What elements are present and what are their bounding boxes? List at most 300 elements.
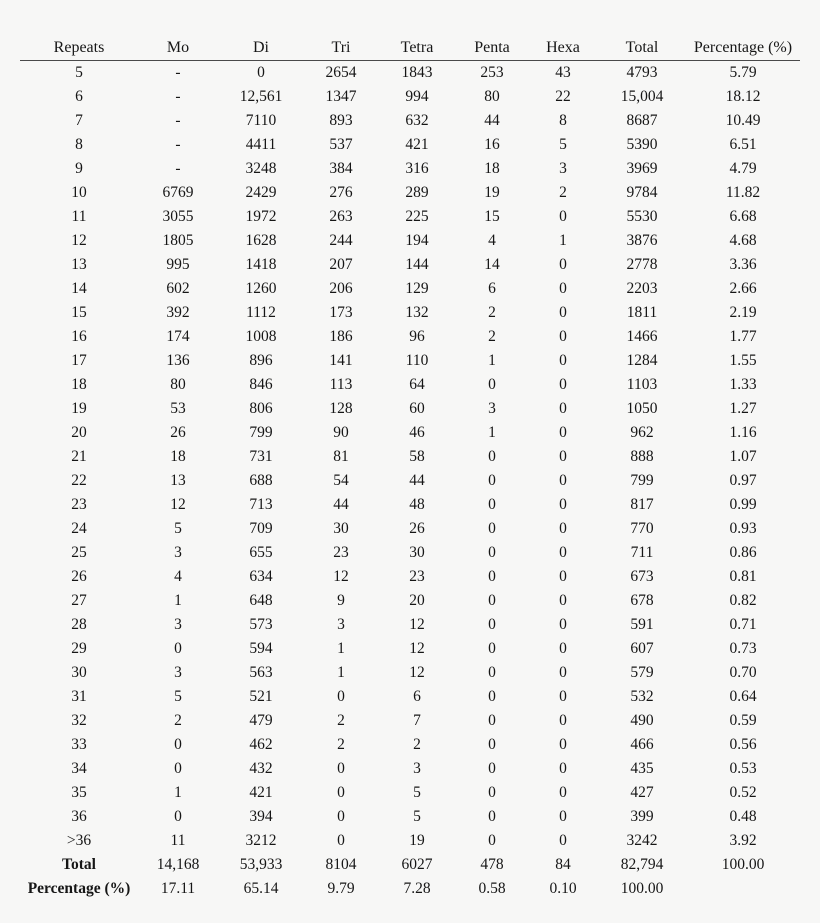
cell-repeats: 18 xyxy=(71,376,87,393)
cell-tetra: 46 xyxy=(409,424,425,441)
table-row xyxy=(20,709,800,733)
cell-tetra: 12 xyxy=(409,640,425,657)
cell-hexa: 0 xyxy=(559,256,567,273)
cell-repeats: 26 xyxy=(71,568,87,585)
cell-total: 579 xyxy=(630,664,654,681)
cell-di: 573 xyxy=(249,616,273,633)
cell-tri: 263 xyxy=(329,208,353,225)
cell-mo xyxy=(138,61,218,86)
cell-penta: 6 xyxy=(488,280,496,297)
cell-hexa: 0 xyxy=(559,208,567,225)
cell-percentage: 1.07 xyxy=(729,448,757,465)
table-row xyxy=(20,565,800,589)
table-row xyxy=(20,829,800,853)
table-row xyxy=(20,85,800,109)
cell-tri: 1 xyxy=(337,664,345,681)
cell-tetra: 421 xyxy=(405,136,429,153)
cell-tetra: 7 xyxy=(413,712,421,729)
cell-di: 799 xyxy=(249,424,273,441)
cell-tri: 0 xyxy=(337,808,345,825)
cell-tetra: 44 xyxy=(409,472,425,489)
table-row xyxy=(20,109,800,133)
cell-penta: 14 xyxy=(484,256,500,273)
cell-tri: 90 xyxy=(333,424,349,441)
cell-tri: 30 xyxy=(333,520,349,537)
cell-total: 3876 xyxy=(626,232,658,249)
cell-di: 7110 xyxy=(245,112,277,129)
cell-percentage: 0.93 xyxy=(729,520,757,537)
table-row xyxy=(20,805,800,829)
cell-percentage: 1.16 xyxy=(729,424,757,441)
cell-total: 5530 xyxy=(626,208,658,225)
cell-percentage: 11.82 xyxy=(725,184,761,201)
table-row xyxy=(20,205,800,229)
cell-di: 846 xyxy=(249,376,273,393)
cell-tri: 0 xyxy=(337,832,345,849)
cell-penta: 19 xyxy=(484,184,500,201)
cell-repeats: 17 xyxy=(71,352,87,369)
cell-tri: 1347 xyxy=(325,88,357,105)
cell-penta: 80 xyxy=(484,88,500,105)
cell-di: 1008 xyxy=(245,328,277,345)
cell-percentage: 0.64 xyxy=(729,688,757,705)
cell-total: 100.00 xyxy=(620,880,664,897)
cell-percentage: 0.56 xyxy=(729,736,757,753)
table-row xyxy=(20,685,800,709)
cell-hexa: 0 xyxy=(559,592,567,609)
cell-penta: 4 xyxy=(488,232,496,249)
table-row xyxy=(20,277,800,301)
cell-di: 563 xyxy=(249,664,273,681)
cell-mo: 3 xyxy=(174,664,182,681)
cell-repeats: Total xyxy=(62,856,96,873)
cell-percentage: 1.77 xyxy=(729,328,757,345)
table-row xyxy=(20,397,800,421)
cell-percentage: 4.68 xyxy=(729,232,757,249)
cell-total: 490 xyxy=(630,712,654,729)
cell-tri: 384 xyxy=(329,160,353,177)
cell-mo: 174 xyxy=(166,328,190,345)
cell-mo: 12 xyxy=(170,496,186,513)
cell-tetra: 58 xyxy=(409,448,425,465)
cell-total: 888 xyxy=(630,448,654,465)
cell-tri: 276 xyxy=(329,184,353,201)
table-row xyxy=(20,253,800,277)
cell-repeats: 29 xyxy=(71,640,87,657)
cell-tetra: 994 xyxy=(405,88,429,105)
cell-percentage: 0.52 xyxy=(729,784,757,801)
table-row xyxy=(20,181,800,205)
cell-mo: 80 xyxy=(170,376,186,393)
cell-percentage: 0.97 xyxy=(729,472,757,489)
table-row xyxy=(20,613,800,637)
cell-mo: 6769 xyxy=(162,184,194,201)
cell-mo: 5 xyxy=(174,520,182,537)
cell-penta: 0 xyxy=(488,664,496,681)
cell-di: 1418 xyxy=(245,256,277,273)
cell-tri: 2654 xyxy=(325,64,357,81)
cell-penta: 3 xyxy=(488,400,496,417)
cell-total: 799 xyxy=(630,472,654,489)
column-header-percentage: Percentage (%) xyxy=(686,36,800,61)
cell-mo: 13 xyxy=(170,472,186,489)
column-header-tri: Tri xyxy=(304,36,378,61)
cell-percentage: 0.59 xyxy=(729,712,757,729)
cell-tri: 128 xyxy=(329,400,353,417)
cell-tetra: 6 xyxy=(413,688,421,705)
cell-hexa: 0 xyxy=(559,400,567,417)
cell-total: 673 xyxy=(630,568,654,585)
cell-tetra: 48 xyxy=(409,496,425,513)
cell-percentage: 4.79 xyxy=(729,160,757,177)
column-header-di: Di xyxy=(218,36,304,61)
cell-total: 532 xyxy=(630,688,654,705)
cell-total: 1103 xyxy=(626,376,658,393)
cell-tri: 54 xyxy=(333,472,349,489)
cell-percentage: 6.68 xyxy=(729,208,757,225)
cell-hexa: 0 xyxy=(559,544,567,561)
cell-total: 4793 xyxy=(626,64,658,81)
cell-tri: 537 xyxy=(329,136,353,153)
empty-value-dash: - xyxy=(175,64,181,81)
cell-repeats: 5 xyxy=(75,64,83,81)
cell-mo: 2 xyxy=(174,712,182,729)
cell-total: 770 xyxy=(630,520,654,537)
cell-repeats: 13 xyxy=(71,256,87,273)
cell-percentage: 0.99 xyxy=(729,496,757,513)
cell-di: 731 xyxy=(249,448,273,465)
cell-mo: 11 xyxy=(170,832,186,849)
cell-penta: 0 xyxy=(488,448,496,465)
cell-hexa: 0 xyxy=(559,472,567,489)
cell-penta: 253 xyxy=(480,64,504,81)
cell-percentage: 2.19 xyxy=(729,304,757,321)
cell-repeats: 23 xyxy=(71,496,87,513)
cell-total: 1284 xyxy=(626,352,658,369)
cell-total: 82,794 xyxy=(620,856,664,873)
cell-repeats: 9 xyxy=(75,160,83,177)
cell-tetra: 129 xyxy=(405,280,429,297)
cell-percentage: 0.71 xyxy=(729,616,757,633)
cell-hexa: 0 xyxy=(559,448,567,465)
cell-tetra: 12 xyxy=(409,616,425,633)
table-row xyxy=(20,61,800,86)
cell-percentage: 6.51 xyxy=(729,136,757,153)
cell-repeats: 10 xyxy=(71,184,87,201)
table-row-total xyxy=(20,853,800,877)
cell-hexa: 1 xyxy=(559,232,567,249)
cell-tetra: 19 xyxy=(409,832,425,849)
cell-percentage: 0.53 xyxy=(729,760,757,777)
cell-percentage: 0.86 xyxy=(729,544,757,561)
cell-mo xyxy=(138,157,218,181)
cell-total: 607 xyxy=(630,640,654,657)
cell-tri: 2 xyxy=(337,736,345,753)
table-row xyxy=(20,325,800,349)
cell-penta: 0 xyxy=(488,592,496,609)
cell-mo: 1 xyxy=(174,784,182,801)
cell-tetra: 2 xyxy=(413,736,421,753)
cell-tri: 893 xyxy=(329,112,353,129)
cell-hexa: 0 xyxy=(559,376,567,393)
cell-mo: 14,168 xyxy=(156,856,200,873)
cell-mo: 1805 xyxy=(162,232,194,249)
cell-hexa: 0 xyxy=(559,568,567,585)
cell-tetra: 132 xyxy=(405,304,429,321)
cell-total: 2203 xyxy=(626,280,658,297)
cell-repeats: 11 xyxy=(71,208,87,225)
cell-repeats: 33 xyxy=(71,736,87,753)
cell-percentage: 0.48 xyxy=(729,808,757,825)
cell-total: 466 xyxy=(630,736,654,753)
cell-mo: 0 xyxy=(174,760,182,777)
cell-di: 634 xyxy=(249,568,273,585)
cell-mo: 4 xyxy=(174,568,182,585)
empty-value-dash: - xyxy=(175,136,181,153)
cell-total: 678 xyxy=(630,592,654,609)
cell-hexa: 0 xyxy=(559,760,567,777)
cell-total: 1811 xyxy=(626,304,658,321)
cell-di: 65.14 xyxy=(243,880,279,897)
cell-penta: 15 xyxy=(484,208,500,225)
cell-tri: 44 xyxy=(333,496,349,513)
table-row xyxy=(20,445,800,469)
cell-penta: 16 xyxy=(484,136,500,153)
table-row xyxy=(20,229,800,253)
cell-mo: 53 xyxy=(170,400,186,417)
cell-di: 709 xyxy=(249,520,273,537)
cell-di: 462 xyxy=(249,736,273,753)
column-header-mo: Mo xyxy=(138,36,218,61)
cell-tri: 12 xyxy=(333,568,349,585)
cell-hexa: 0 xyxy=(559,808,567,825)
cell-penta: 478 xyxy=(480,856,504,873)
cell-tri: 2 xyxy=(337,712,345,729)
cell-mo: 136 xyxy=(166,352,190,369)
cell-tri: 186 xyxy=(329,328,353,345)
cell-tri: 0 xyxy=(337,688,345,705)
cell-percentage xyxy=(686,877,800,901)
cell-penta: 1 xyxy=(488,352,496,369)
cell-di: 648 xyxy=(249,592,273,609)
cell-percentage: 3.92 xyxy=(729,832,757,849)
cell-repeats: 24 xyxy=(71,520,87,537)
cell-tetra: 7.28 xyxy=(403,880,431,897)
cell-tetra: 3 xyxy=(413,760,421,777)
cell-percentage: 0.82 xyxy=(729,592,757,609)
table-row xyxy=(20,301,800,325)
cell-repeats: 34 xyxy=(71,760,87,777)
cell-hexa: 0 xyxy=(559,328,567,345)
cell-tetra: 20 xyxy=(409,592,425,609)
empty-value-dash: - xyxy=(175,160,181,177)
cell-tri: 1 xyxy=(337,640,345,657)
cell-tetra: 5 xyxy=(413,808,421,825)
cell-di: 806 xyxy=(249,400,273,417)
cell-mo xyxy=(138,85,218,109)
cell-di: 1112 xyxy=(246,304,276,321)
cell-tri: 8104 xyxy=(325,856,357,873)
cell-di: 432 xyxy=(249,760,273,777)
cell-tetra: 144 xyxy=(405,256,429,273)
cell-hexa: 0 xyxy=(559,424,567,441)
cell-tetra: 12 xyxy=(409,664,425,681)
cell-tetra: 26 xyxy=(409,520,425,537)
cell-di: 4411 xyxy=(245,136,277,153)
cell-hexa: 0.10 xyxy=(549,880,577,897)
cell-mo: 3055 xyxy=(162,208,194,225)
column-header-tetra: Tetra xyxy=(378,36,456,61)
cell-percentage: 3.36 xyxy=(729,256,757,273)
table-row xyxy=(20,589,800,613)
cell-repeats: 30 xyxy=(71,664,87,681)
table-row xyxy=(20,637,800,661)
cell-hexa: 0 xyxy=(559,280,567,297)
cell-tetra: 64 xyxy=(409,376,425,393)
cell-repeats: 8 xyxy=(75,136,83,153)
cell-penta: 0 xyxy=(488,376,496,393)
cell-penta: 0 xyxy=(488,472,496,489)
cell-total: 5390 xyxy=(626,136,658,153)
table-row xyxy=(20,733,800,757)
cell-mo: 17.11 xyxy=(160,880,196,897)
cell-penta: 0.58 xyxy=(478,880,506,897)
cell-penta: 2 xyxy=(488,328,496,345)
cell-mo xyxy=(138,133,218,157)
cell-penta: 0 xyxy=(488,760,496,777)
cell-repeats: 16 xyxy=(71,328,87,345)
cell-mo: 995 xyxy=(166,256,190,273)
cell-di: 0 xyxy=(257,64,265,81)
cell-hexa: 22 xyxy=(555,88,571,105)
cell-total: 962 xyxy=(630,424,654,441)
cell-repeats: 28 xyxy=(71,616,87,633)
cell-tri: 207 xyxy=(329,256,353,273)
cell-penta: 18 xyxy=(484,160,500,177)
cell-mo: 602 xyxy=(166,280,190,297)
cell-penta: 0 xyxy=(488,832,496,849)
cell-di: 421 xyxy=(249,784,273,801)
cell-tetra: 6027 xyxy=(401,856,433,873)
cell-total: 8687 xyxy=(626,112,658,129)
cell-di: 713 xyxy=(249,496,273,513)
cell-hexa: 0 xyxy=(559,688,567,705)
cell-mo: 392 xyxy=(166,304,190,321)
cell-percentage: 18.12 xyxy=(725,88,761,105)
cell-di: 1260 xyxy=(245,280,277,297)
cell-repeats: 7 xyxy=(75,112,83,129)
cell-penta: 0 xyxy=(488,640,496,657)
cell-di: 394 xyxy=(249,808,273,825)
cell-repeats: 14 xyxy=(71,280,87,297)
cell-tetra: 316 xyxy=(405,160,429,177)
cell-tetra: 194 xyxy=(405,232,429,249)
cell-repeats: 15 xyxy=(71,304,87,321)
cell-mo: 5 xyxy=(174,688,182,705)
cell-penta: 0 xyxy=(488,616,496,633)
cell-di: 3212 xyxy=(245,832,277,849)
cell-total: 435 xyxy=(630,760,654,777)
cell-mo: 3 xyxy=(174,544,182,561)
cell-penta: 0 xyxy=(488,808,496,825)
cell-tri: 9.79 xyxy=(327,880,355,897)
cell-hexa: 0 xyxy=(559,712,567,729)
cell-total: 2778 xyxy=(626,256,658,273)
cell-tetra: 110 xyxy=(405,352,429,369)
table-row xyxy=(20,349,800,373)
empty-value-dash: - xyxy=(175,112,181,129)
cell-tetra: 225 xyxy=(405,208,429,225)
cell-percentage: 100.00 xyxy=(721,856,765,873)
cell-percentage: 0.70 xyxy=(729,664,757,681)
cell-tri: 0 xyxy=(337,784,345,801)
cell-hexa: 0 xyxy=(559,496,567,513)
cell-tri: 113 xyxy=(329,376,353,393)
cell-total: 1466 xyxy=(626,328,658,345)
cell-mo: 0 xyxy=(174,640,182,657)
cell-total: 711 xyxy=(630,544,654,561)
cell-total: 15,004 xyxy=(620,88,664,105)
cell-penta: 1 xyxy=(488,424,496,441)
cell-tri: 244 xyxy=(329,232,353,249)
cell-mo: 3 xyxy=(174,616,182,633)
cell-repeats: 20 xyxy=(71,424,87,441)
cell-mo: 0 xyxy=(174,808,182,825)
cell-di: 3248 xyxy=(245,160,277,177)
cell-hexa: 0 xyxy=(559,352,567,369)
table-row xyxy=(20,421,800,445)
cell-repeats: >36 xyxy=(66,832,92,849)
cell-total: 1050 xyxy=(626,400,658,417)
cell-repeats: 27 xyxy=(71,592,87,609)
cell-percentage: 0.73 xyxy=(729,640,757,657)
cell-tri: 141 xyxy=(329,352,353,369)
column-header-repeats: Repeats xyxy=(20,36,138,61)
cell-di: 1628 xyxy=(245,232,277,249)
cell-hexa: 8 xyxy=(559,112,567,129)
cell-repeats: 25 xyxy=(71,544,87,561)
cell-repeats: 31 xyxy=(71,688,87,705)
cell-total: 427 xyxy=(630,784,654,801)
cell-penta: 0 xyxy=(488,688,496,705)
table-row xyxy=(20,133,800,157)
cell-di: 688 xyxy=(249,472,273,489)
cell-hexa: 0 xyxy=(559,664,567,681)
table-row xyxy=(20,541,800,565)
cell-repeats: 19 xyxy=(71,400,87,417)
cell-tetra: 1843 xyxy=(401,64,433,81)
cell-hexa: 2 xyxy=(559,184,567,201)
cell-hexa: 84 xyxy=(555,856,571,873)
empty-value-dash: - xyxy=(175,88,181,105)
cell-tetra: 5 xyxy=(413,784,421,801)
table-row xyxy=(20,661,800,685)
cell-repeats: 12 xyxy=(71,232,87,249)
cell-tetra: 30 xyxy=(409,544,425,561)
table-body xyxy=(20,61,800,902)
cell-tri: 0 xyxy=(337,760,345,777)
cell-di: 594 xyxy=(249,640,273,657)
cell-tetra: 96 xyxy=(409,328,425,345)
cell-hexa: 0 xyxy=(559,784,567,801)
cell-penta: 44 xyxy=(484,112,500,129)
cell-percentage: 2.66 xyxy=(729,280,757,297)
cell-di: 2429 xyxy=(245,184,277,201)
cell-repeats: Percentage (%) xyxy=(27,880,131,897)
cell-repeats: 35 xyxy=(71,784,87,801)
cell-hexa: 0 xyxy=(559,832,567,849)
cell-tri: 81 xyxy=(333,448,349,465)
